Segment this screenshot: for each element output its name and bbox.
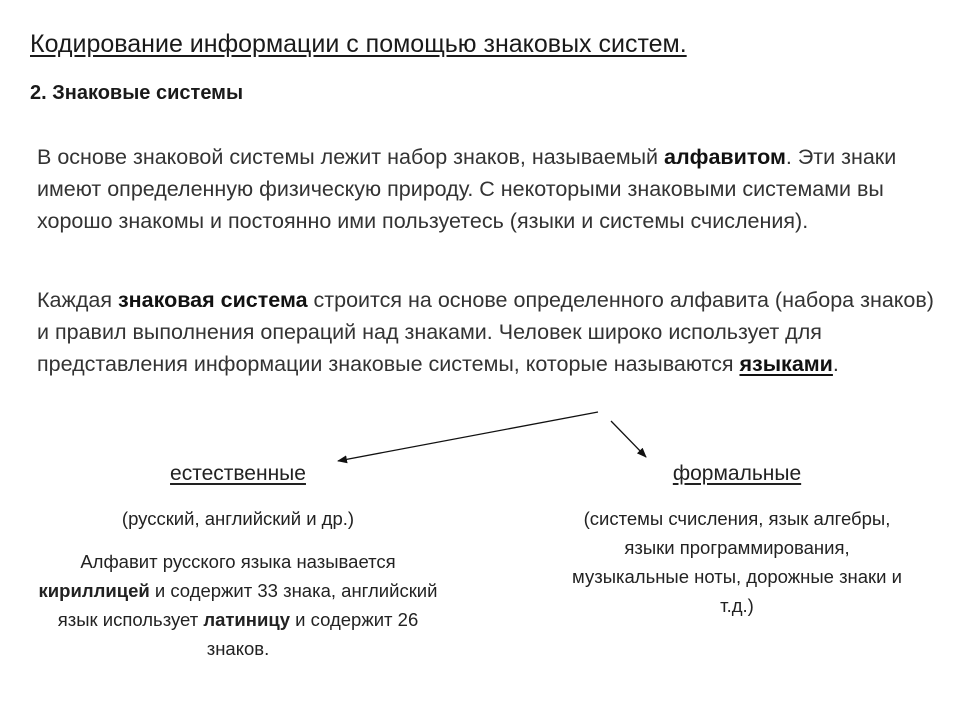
natural-languages-heading: естественные [170,462,306,485]
section-subtitle: 2. Знаковые системы [30,82,244,104]
arrow-to-natural [338,412,598,461]
paragraph2-text-end: . [832,352,839,376]
formal-languages-examples: (системы счисления, язык алгебры, языки программирования, музыкальные ноты, дорожные знаки и т.д.) [572,508,902,616]
term-sign-system: знаковая система [117,288,308,312]
term-cyrillic: кириллицей [38,580,150,601]
term-latin: латиницу [203,609,290,630]
alphabet-text-1: Алфавит русского языка называется [80,551,396,572]
term-languages: языками [739,352,833,376]
page-title: Кодирование информации с помощью знаковых систем. [30,30,687,58]
natural-languages-examples: (русский, английский и др.) [121,508,355,529]
arrow-to-formal [611,421,646,457]
paragraph2-text-middle: строится на основе определенного алфавита (набора знаков) и правил выполнения операций над знаками. Человек широко использует для представления информации знаковые системы, которые называются [37,288,934,376]
formal-languages-column [537,462,937,620]
alphabet-text-2: и содержит 33 знака, английский язык использует [57,580,438,630]
paragraph1-text-start: В основе знаковой системы лежит набор знаков, называемый [37,145,665,169]
natural-languages-column [38,462,438,663]
paragraph2-text-start: Каждая [37,288,118,312]
formal-languages-heading: формальные [672,462,802,485]
paragraph1-text-end: . Эти знаки имеют определенную физическую природу. С некоторыми знаковыми системами вы хорошо знакомы и постоянно ими пользуетесь (языки и системы счисления). [37,145,897,233]
alphabet-description [38,547,438,663]
term-alphabet: алфавитом [664,145,786,169]
alphabet-text-3: и содержит 26 знаков. [206,609,419,659]
